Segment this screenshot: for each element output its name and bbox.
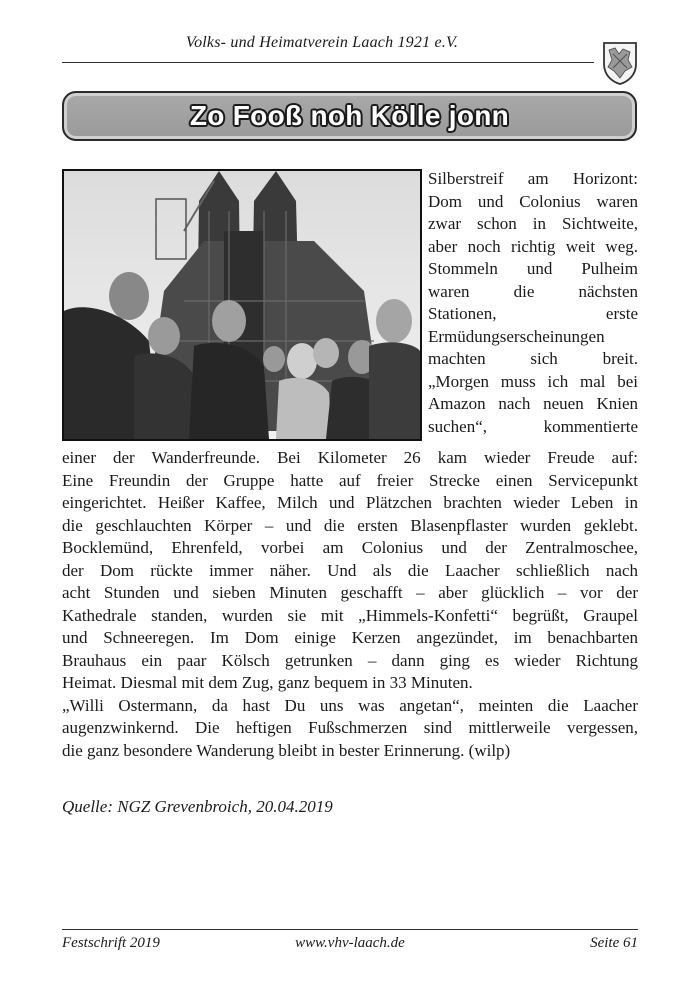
text-line: acht Stunden und sieben Minuten geschafft – aber glücklich – vor der [62,583,638,602]
text-line: „Morgen muss ich mal bei [428,371,638,391]
text-line: und Schneeregen. Im Dom einige Kerzen angezündet, im benachbarten [62,628,638,647]
text-line: waren die nächsten [428,281,638,301]
text-line: Bocklemünd, Ehrenfeld, vorbei am Colonius und der Zentralmoschee, [62,538,638,557]
source-citation: Quelle: NGZ Grevenbroich, 20.04.2019 [62,797,333,816]
text-line: machten sich breit. [428,349,638,368]
header-divider [62,62,594,63]
text-line: Dom und Colonius waren [428,191,638,211]
header-title: Volks- und Heimatverein Laach 1921 e.V. [185,34,459,51]
text-line: der Dom rückte immer näher. Und als die Laacher schließlich nach [62,560,638,580]
crest-icon [601,40,639,86]
text-line: eingerichtet. Heißer Kaffee, Milch und Plätzchen brachten wieder Leben in [62,493,638,512]
article-body [62,447,638,762]
text-line: zwar schon in Sichtweite, [428,214,638,233]
article-title-banner [62,91,637,141]
text-line: Kathedrale standen, wurden sie mit „Himmels-Konfetti“ begrüßt, Graupel [62,605,638,625]
page-number: Seite 61 [590,935,638,951]
text-line: Amazon nach neuen Knien [428,394,638,413]
wrapped-text-column [428,168,638,438]
text-line: Stationen, erste [428,304,638,323]
group-photo-cologne-cathedral [62,169,422,441]
text-line: Eine Freundin der Gruppe hatte auf freier Strecke einen Servicepunkt [62,470,638,490]
text-line: Ermüdungserscheinungen [428,326,605,346]
footer-divider [62,929,638,930]
text-line: Stommeln und Pulheim [428,259,638,278]
text-line: aber noch richtig weit weg. [428,236,638,256]
text-line: „Willi Ostermann, da hast Du uns was angetan“, meinten die Laacher [62,695,638,715]
text-line: einer der Wanderfreunde. Bei Kilometer 26 kam wieder Freude auf: [62,448,638,467]
text-line: Brauhaus ein paar Kölsch getrunken – dann ging es wieder Richtung [62,650,638,670]
text-line: Heimat. Diesmal mit dem Zug, ganz bequem in 33 Minuten. [62,673,473,692]
text-line: die ganz besondere Wanderung bleibt in bester Erinnerung. (wilp) [62,740,511,760]
article-title: Zo Fooß noh Kölle jonn [189,100,510,131]
text-line: suchen“, kommentierte [428,416,638,436]
text-line: die geschlauchten Körper – und die ersten Blasenpflaster wurden geklebt. [62,515,638,535]
text-line: augenzwinkernd. Die heftigen Fußschmerzen sind mittlerweile vergessen, [62,718,638,737]
text-line: Silberstreif am Horizont: [428,169,638,188]
footer-website-link[interactable]: www.vhv-laach.de [295,935,405,951]
footer-publication: Festschrift 2019 [62,935,160,951]
